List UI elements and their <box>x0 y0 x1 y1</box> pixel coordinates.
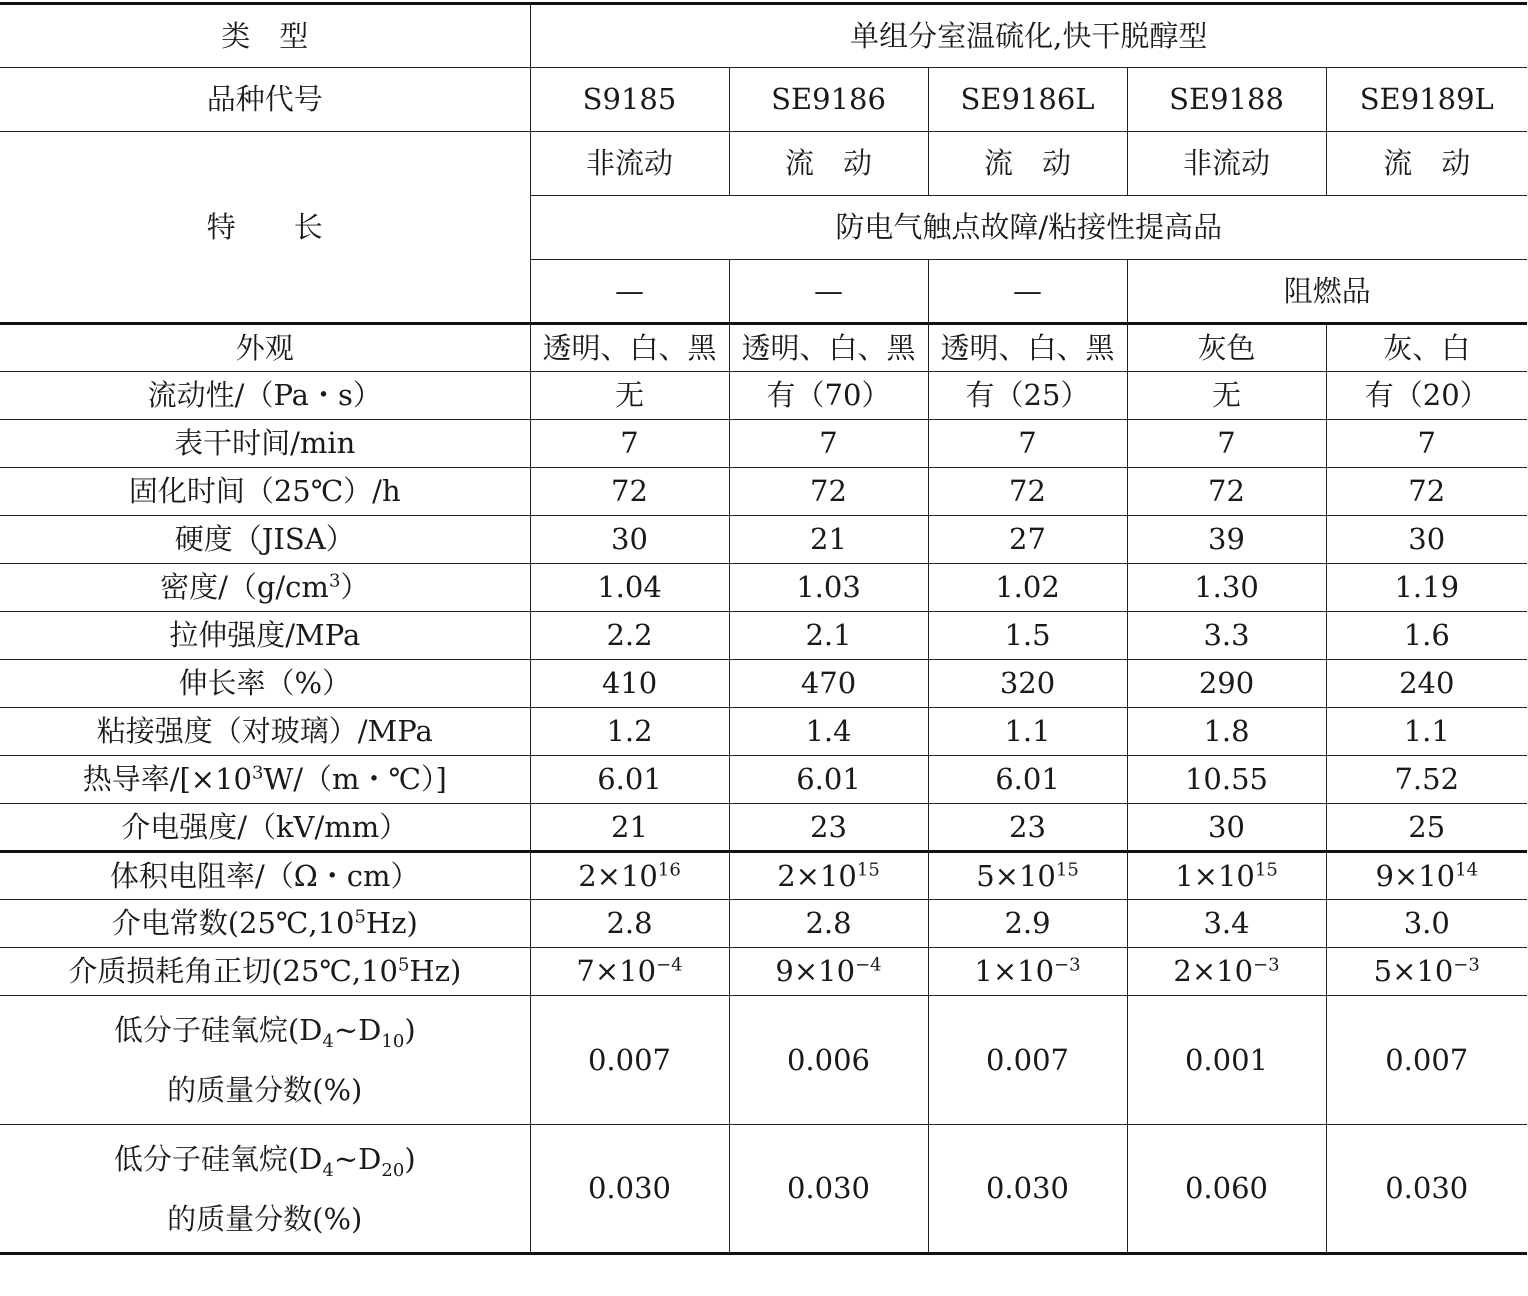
row-label: 固化时间（25℃）/h <box>0 468 530 516</box>
value-cell: 3.3 <box>1127 612 1326 660</box>
table-row <box>0 756 1527 804</box>
row-label: 外观 <box>0 324 530 372</box>
row-label: 低分子硅氧烷$(D_4\sim D_{10})$ 的质量分数(%) <box>0 996 530 1125</box>
value-cell: 无 <box>1127 372 1326 420</box>
table-row <box>0 804 1527 852</box>
value-cell: 7.52 <box>1326 756 1527 804</box>
value-cell: 3.0 <box>1326 900 1527 948</box>
value-cell: 1.1 <box>928 708 1127 756</box>
table-row <box>0 612 1527 660</box>
value-cell: $2\times 10^{16}$ <box>530 852 729 900</box>
code-cell: SE9188 <box>1127 68 1326 132</box>
value-cell: 有（20） <box>1326 372 1527 420</box>
value-cell: $9\times 10^{-4}$ <box>729 948 928 996</box>
row-label: 粘接强度（对玻璃）/MPa <box>0 708 530 756</box>
value-cell: 无 <box>530 372 729 420</box>
table-row <box>0 564 1527 612</box>
value-cell: 0.007 <box>928 996 1127 1125</box>
value-cell: $1\times 10^{15}$ <box>1127 852 1326 900</box>
value-cell: $7\times 10^{-4}$ <box>530 948 729 996</box>
value-cell: 有（25） <box>928 372 1127 420</box>
value-cell: 0.001 <box>1127 996 1326 1125</box>
flow-type-cell: 流 动 <box>928 132 1127 196</box>
dash-cell: — <box>928 260 1127 324</box>
value-cell: 1.19 <box>1326 564 1527 612</box>
value-cell: 透明、白、黑 <box>928 324 1127 372</box>
value-cell: 灰、白 <box>1326 324 1527 372</box>
table-row <box>0 468 1527 516</box>
row-label: 硬度（JISA） <box>0 516 530 564</box>
value-cell: $5\times 10^{15}$ <box>928 852 1127 900</box>
table-row <box>0 420 1527 468</box>
value-cell: 10.55 <box>1127 756 1326 804</box>
value-cell: 21 <box>729 516 928 564</box>
value-cell: 0.007 <box>530 996 729 1125</box>
value-cell: 320 <box>928 660 1127 708</box>
code-cell: SE9189L <box>1326 68 1527 132</box>
value-cell: 2.9 <box>928 900 1127 948</box>
value-cell: 6.01 <box>928 756 1127 804</box>
value-cell: 0.007 <box>1326 996 1527 1125</box>
row-label: 热导率$/[\times 10^3W/(m$・℃）] <box>0 756 530 804</box>
value-cell: 27 <box>928 516 1127 564</box>
value-cell: 290 <box>1127 660 1326 708</box>
value-cell: 1.30 <box>1127 564 1326 612</box>
value-cell: 0.030 <box>1326 1125 1527 1254</box>
type-label: 类 型 <box>0 4 530 68</box>
value-cell: 7 <box>1127 420 1326 468</box>
table-row <box>0 948 1527 996</box>
value-cell: 240 <box>1326 660 1527 708</box>
table-row <box>0 660 1527 708</box>
value-cell: 410 <box>530 660 729 708</box>
value-cell: 470 <box>729 660 928 708</box>
value-cell: 0.006 <box>729 996 928 1125</box>
code-label: 品种代号 <box>0 68 530 132</box>
value-cell: 7 <box>530 420 729 468</box>
value-cell: 0.060 <box>1127 1125 1326 1254</box>
value-cell: 72 <box>530 468 729 516</box>
value-cell: 25 <box>1326 804 1527 852</box>
value-cell: 23 <box>729 804 928 852</box>
row-label: 密度$/(g/cm^3)$ <box>0 564 530 612</box>
dash-cell: — <box>729 260 928 324</box>
value-cell: 30 <box>1127 804 1326 852</box>
value-cell: 1.2 <box>530 708 729 756</box>
row-label: 拉伸强度/MPa <box>0 612 530 660</box>
value-cell: 0.030 <box>928 1125 1127 1254</box>
table-row <box>0 1125 1527 1254</box>
value-cell: 0.030 <box>530 1125 729 1254</box>
value-cell: 30 <box>530 516 729 564</box>
value-cell: 透明、白、黑 <box>729 324 928 372</box>
type-value: 单组分室温硫化,快干脱醇型 <box>530 4 1527 68</box>
value-cell: 21 <box>530 804 729 852</box>
value-cell: 2.2 <box>530 612 729 660</box>
feature-common: 防电气触点故障/粘接性提高品 <box>530 196 1527 260</box>
row-label: 介质损耗角正切$(25℃,10^5Hz)$ <box>0 948 530 996</box>
value-cell: 23 <box>928 804 1127 852</box>
value-cell: 72 <box>928 468 1127 516</box>
value-cell: 有（70） <box>729 372 928 420</box>
table-row <box>0 324 1527 372</box>
value-cell: 30 <box>1326 516 1527 564</box>
value-cell: 1.5 <box>928 612 1127 660</box>
table-row <box>0 852 1527 900</box>
value-cell: 3.4 <box>1127 900 1326 948</box>
table-row <box>0 708 1527 756</box>
value-cell: 2.8 <box>530 900 729 948</box>
value-cell: $2\times 10^{-3}$ <box>1127 948 1326 996</box>
feature-label: 特 长 <box>0 132 530 324</box>
dash-cell: — <box>530 260 729 324</box>
flow-type-cell: 流 动 <box>1326 132 1527 196</box>
value-cell: 2.8 <box>729 900 928 948</box>
value-cell: 1.8 <box>1127 708 1326 756</box>
row-label: 表干时间/min <box>0 420 530 468</box>
value-cell: 72 <box>1127 468 1326 516</box>
row-label: 介电常数$(25℃,10^5Hz)$ <box>0 900 530 948</box>
value-cell: 1.4 <box>729 708 928 756</box>
value-cell: 39 <box>1127 516 1326 564</box>
row-label: 流动性/（Pa・s） <box>0 372 530 420</box>
flame-retardant-cell: 阻燃品 <box>1127 260 1527 324</box>
code-cell: S9185 <box>530 68 729 132</box>
value-cell: 7 <box>928 420 1127 468</box>
value-cell: 72 <box>1326 468 1527 516</box>
table-row <box>0 372 1527 420</box>
flow-type-cell: 非流动 <box>1127 132 1326 196</box>
row-label: 介电强度/（kV/mm） <box>0 804 530 852</box>
value-cell: $9\times 10^{14}$ <box>1326 852 1527 900</box>
value-cell: 1.1 <box>1326 708 1527 756</box>
code-cell: SE9186L <box>928 68 1127 132</box>
value-cell: 透明、白、黑 <box>530 324 729 372</box>
value-cell: 0.030 <box>729 1125 928 1254</box>
value-cell: 7 <box>1326 420 1527 468</box>
value-cell: 1.6 <box>1326 612 1527 660</box>
value-cell: $1\times 10^{-3}$ <box>928 948 1127 996</box>
value-cell: 6.01 <box>530 756 729 804</box>
table-row <box>0 516 1527 564</box>
value-cell: 1.04 <box>530 564 729 612</box>
table-row <box>0 900 1527 948</box>
value-cell: 灰色 <box>1127 324 1326 372</box>
value-cell: 2.1 <box>729 612 928 660</box>
value-cell: 6.01 <box>729 756 928 804</box>
spec-table <box>0 2 1527 1255</box>
row-label: 伸长率（%） <box>0 660 530 708</box>
value-cell: 1.03 <box>729 564 928 612</box>
value-cell: 7 <box>729 420 928 468</box>
flow-type-cell: 流 动 <box>729 132 928 196</box>
row-label: 体积电阻率/（Ω・cm） <box>0 852 530 900</box>
value-cell: $5\times 10^{-3}$ <box>1326 948 1527 996</box>
flow-type-cell: 非流动 <box>530 132 729 196</box>
value-cell: 72 <box>729 468 928 516</box>
table-row <box>0 996 1527 1125</box>
value-cell: $2\times 10^{15}$ <box>729 852 928 900</box>
row-label: 低分子硅氧烷$(D_4\sim D_{20})$ 的质量分数(%) <box>0 1125 530 1254</box>
value-cell: 1.02 <box>928 564 1127 612</box>
code-cell: SE9186 <box>729 68 928 132</box>
